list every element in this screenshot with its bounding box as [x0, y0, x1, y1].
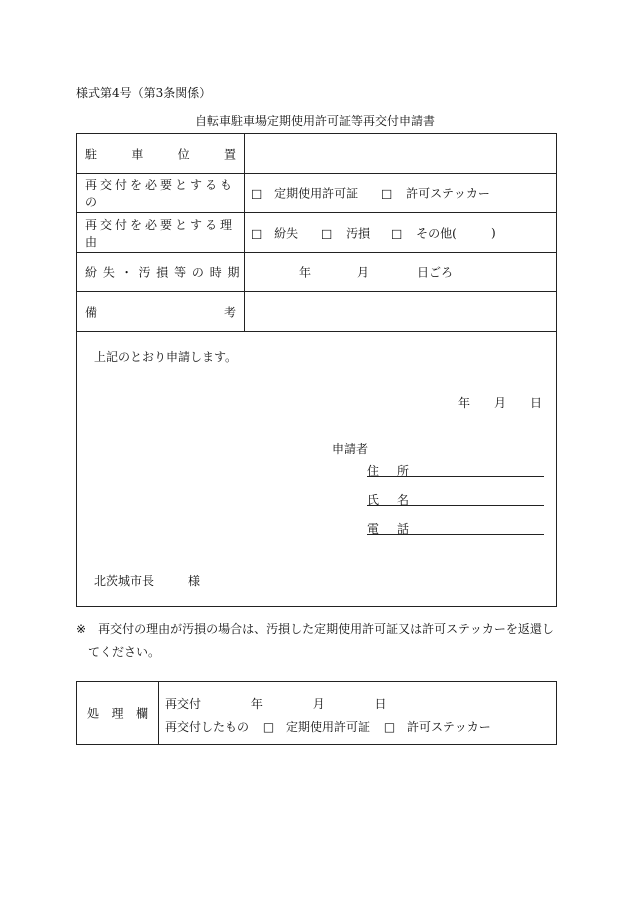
application-statement: 上記のとおり申請します。	[94, 350, 238, 364]
label-char: 位	[177, 147, 190, 161]
parking-location-field[interactable]	[245, 134, 556, 173]
remarks-field[interactable]	[245, 292, 556, 331]
label-char: 所	[397, 464, 410, 478]
checkbox-other-option[interactable]	[391, 224, 457, 241]
option-label-other: その他(	[416, 226, 457, 240]
option-label-sticker: 許可ステッカー	[406, 186, 490, 201]
option-label-lost: 紛失	[274, 226, 299, 240]
checkbox-icon[interactable]: □	[391, 226, 403, 240]
name-field-line[interactable]	[367, 505, 544, 506]
checkbox-permit-option[interactable]	[251, 185, 358, 202]
row-parking-location	[77, 134, 556, 174]
label-char: 氏	[367, 493, 380, 507]
note-mark: ※	[76, 622, 87, 636]
option-label-damaged: 汚損	[346, 226, 371, 240]
reissue-label: 再交付	[165, 697, 202, 711]
other-close-paren: )	[491, 225, 496, 240]
form-number: 様式第4号（第3条関係）	[76, 86, 212, 100]
reissue-month-label: 月	[312, 697, 325, 711]
application-day-label: 日	[530, 396, 543, 410]
reissued-item-sticker: 許可ステッカー	[407, 720, 491, 734]
row-loss-date	[77, 253, 556, 292]
label-parking-location	[77, 134, 245, 173]
label-items-text: 再交付を必要とするもの	[85, 178, 236, 209]
row-items-to-reissue	[77, 174, 556, 213]
label-char: 住	[367, 464, 380, 478]
label-char: 名	[397, 493, 410, 507]
row-remarks	[77, 292, 556, 332]
processing-box	[76, 681, 557, 745]
label-remarks	[77, 292, 245, 331]
label-char: 備	[85, 305, 98, 319]
checkbox-icon[interactable]: □	[383, 720, 396, 734]
label-reason-text: 再交付を必要とする理由	[85, 217, 236, 249]
label-char: 話	[397, 522, 410, 536]
reissue-day-label: 日	[374, 697, 387, 711]
reissue-year-label: 年	[250, 697, 263, 711]
address-field-line[interactable]	[367, 476, 544, 477]
label-char: 理	[111, 706, 124, 721]
loss-day-label: 日ごろ	[417, 265, 454, 280]
row-reason	[77, 213, 556, 253]
checkbox-sticker-option[interactable]	[381, 185, 490, 202]
reissued-items-row	[165, 718, 491, 735]
addressee-name: 北茨城市長	[94, 574, 155, 588]
label-loss-date-text: 紛 失 ・ 汚 損 等 の 時 期	[85, 265, 241, 280]
loss-date-field[interactable]	[245, 253, 556, 291]
application-form-box	[76, 133, 557, 607]
reason-field	[245, 213, 556, 252]
processing-label	[77, 682, 159, 744]
application-month-label: 月	[494, 396, 507, 410]
reissued-items-label: 再交付したもの	[165, 720, 250, 734]
checkbox-icon[interactable]: □	[251, 226, 263, 240]
phone-field-line[interactable]	[367, 534, 544, 535]
label-char: 考	[223, 305, 236, 319]
label-char: 置	[223, 147, 236, 161]
label-char: 処	[87, 706, 100, 721]
loss-month-label: 月	[357, 265, 370, 280]
label-items-to-reissue	[77, 174, 245, 212]
document-title: 自転車駐車場定期使用許可証等再交付申請書	[194, 114, 435, 128]
note-line-2: てください。	[88, 645, 161, 659]
checkbox-damaged-option[interactable]	[321, 224, 370, 241]
application-year-label: 年	[458, 396, 471, 410]
reissued-item-permit: 定期使用許可証	[286, 720, 371, 734]
note-line-1	[76, 620, 554, 637]
checkbox-icon[interactable]: □	[262, 720, 275, 734]
items-to-reissue-field	[245, 174, 556, 212]
label-char: 欄	[135, 706, 148, 721]
label-loss-date	[77, 253, 245, 291]
label-char: 車	[131, 147, 144, 161]
option-label-permit: 定期使用許可証	[274, 186, 359, 201]
checkbox-lost-option[interactable]	[251, 224, 298, 241]
addressee-honorific: 様	[188, 574, 201, 588]
checkbox-icon[interactable]: □	[321, 226, 333, 240]
label-char: 電	[367, 522, 380, 536]
note-text-1: 再交付の理由が汚損の場合は、汚損した定期使用許可証又は許可ステッカーを返還し	[98, 622, 554, 636]
label-reason	[77, 213, 245, 252]
applicant-label: 申請者	[332, 442, 369, 456]
reissue-date-row	[165, 695, 387, 712]
loss-year-label: 年	[299, 265, 312, 280]
checkbox-icon[interactable]: □	[381, 186, 393, 201]
checkbox-icon[interactable]: □	[251, 186, 263, 201]
label-char: 駐	[85, 147, 98, 161]
addressee	[94, 572, 200, 589]
